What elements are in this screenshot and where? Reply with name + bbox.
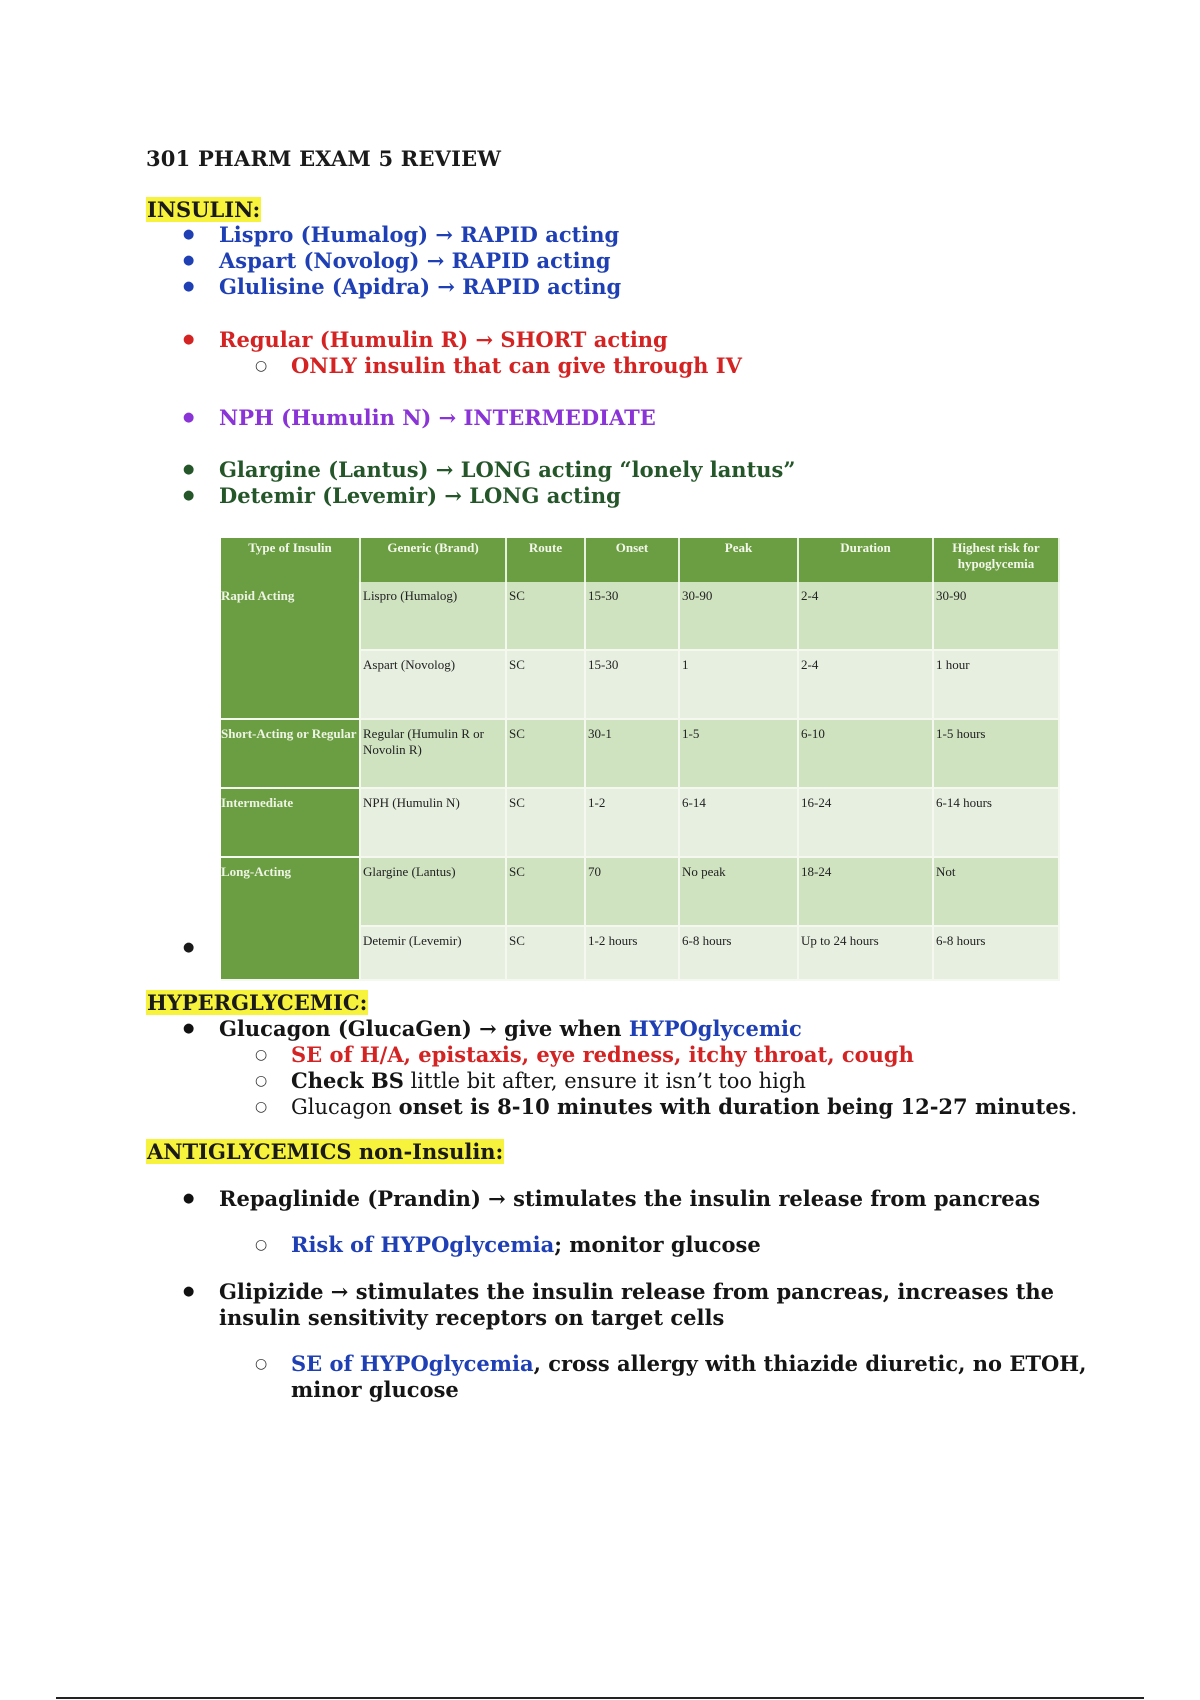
bullet-icon: ● <box>183 940 195 955</box>
table-cell: SC <box>506 719 585 788</box>
repaglinide-list <box>183 1186 1040 1258</box>
nph-insulin-list <box>183 405 656 431</box>
list-item: ● Glucagon (GlucaGen) → give when HYPOglycemic ○ SE of H/A, epistaxis, eye redness, itchy throat, cough ○ Check BS little bit after, ensure it isn’t too high ○ Glucagon onset is 8-10 minutes with duration being 12-27 minutes. <box>183 1016 1077 1120</box>
list-item: ● Glargine (Lantus) → LONG acting “lonely lantus” <box>183 457 795 483</box>
rapid-insulin-list <box>183 222 621 300</box>
table-cell: 1-5 hours <box>933 719 1059 788</box>
long-insulin-list <box>183 457 795 509</box>
antiglycemics-heading: ANTIGLYCEMICS non-Insulin: <box>147 1139 504 1164</box>
table-cell: 70 <box>585 857 679 926</box>
check-bs-note: ○ Check BS little bit after, ensure it isn’t too high <box>255 1068 1077 1094</box>
table-cell: SC <box>506 926 585 980</box>
table-cell: No peak <box>679 857 798 926</box>
hyperglycemic-heading: HYPERGLYCEMIC: <box>147 990 368 1015</box>
list-item: ● Lispro (Humalog) → RAPID acting <box>183 222 621 248</box>
table-cell: 15-30 <box>585 582 679 650</box>
table-cell: 6-10 <box>798 719 933 788</box>
table-header: Onset <box>585 538 679 582</box>
table-header: Type of Insulin <box>221 538 360 582</box>
onset-note: ○ Glucagon onset is 8-10 minutes with duration being 12-27 minutes. <box>255 1094 1077 1120</box>
list-item: ● Glipizide → stimulates the insulin release from pancreas, increases the insulin sensitivity receptors on target cells ○ SE of HYPOglycemia, cross allergy with thiazide diuretic, no ETOH, minor glucose <box>183 1279 1086 1403</box>
page-divider <box>56 1697 1144 1699</box>
list-item: ● Repaglinide (Prandin) → stimulates the insulin release from pancreas ○ Risk of HYPOglycemia; monitor glucose <box>183 1186 1040 1258</box>
table-cell: 1-5 <box>679 719 798 788</box>
type-cell: Short-Acting or Regular <box>221 719 360 788</box>
list-item: ● Regular (Humulin R) → SHORT acting ○ ONLY insulin that can give through IV <box>183 327 742 379</box>
table-cell: Detemir (Levemir) <box>360 926 506 980</box>
table-cell: 6-14 <box>679 788 798 857</box>
table-cell: 15-30 <box>585 650 679 719</box>
table-cell: 1-2 <box>585 788 679 857</box>
regular-insulin-list <box>183 327 742 379</box>
glipizide-note: ○ SE of HYPOglycemia, cross allergy with thiazide diuretic, no ETOH, minor glucose <box>255 1351 1086 1403</box>
table-header: Peak <box>679 538 798 582</box>
repaglinide-note: ○ Risk of HYPOglycemia; monitor glucose <box>255 1232 1040 1258</box>
table-row <box>221 582 1059 650</box>
table-row <box>221 857 1059 926</box>
table-cell: 1 <box>679 650 798 719</box>
insulin-heading: INSULIN: <box>147 197 261 222</box>
table-cell: Glargine (Lantus) <box>360 857 506 926</box>
table-cell: 30-1 <box>585 719 679 788</box>
page-title: 301 PHARM EXAM 5 REVIEW <box>146 146 502 171</box>
table-cell: 1-2 hours <box>585 926 679 980</box>
table-header-row <box>221 538 1059 582</box>
table-cell: 6-8 hours <box>933 926 1059 980</box>
type-cell: Rapid Acting <box>221 582 360 719</box>
table-header: Duration <box>798 538 933 582</box>
table-row <box>221 788 1059 857</box>
table-cell: Regular (Humulin R or Novolin R) <box>360 719 506 788</box>
hyperglycemic-list <box>183 1016 1077 1120</box>
table-cell: 6-14 hours <box>933 788 1059 857</box>
table-cell: Up to 24 hours <box>798 926 933 980</box>
table-cell: Not <box>933 857 1059 926</box>
list-item: ● NPH (Humulin N) → INTERMEDIATE <box>183 405 656 431</box>
table-cell: SC <box>506 650 585 719</box>
table-cell: NPH (Humulin N) <box>360 788 506 857</box>
list-item: ● Glulisine (Apidra) → RAPID acting <box>183 274 621 300</box>
list-item: ● Detemir (Levemir) → LONG acting <box>183 483 795 509</box>
table-cell: 1 hour <box>933 650 1059 719</box>
table-header: Generic (Brand) <box>360 538 506 582</box>
list-item: ● Aspart (Novolog) → RAPID acting <box>183 248 621 274</box>
table-row <box>221 719 1059 788</box>
table-cell: 30-90 <box>933 582 1059 650</box>
side-effects-note: ○ SE of H/A, epistaxis, eye redness, itchy throat, cough <box>255 1042 1077 1068</box>
glipizide-list <box>183 1279 1086 1403</box>
table-cell: 30-90 <box>679 582 798 650</box>
table-cell: Lispro (Humalog) <box>360 582 506 650</box>
table-header: Route <box>506 538 585 582</box>
type-cell: Long-Acting <box>221 857 360 980</box>
table-cell: 6-8 hours <box>679 926 798 980</box>
regular-note: ○ ONLY insulin that can give through IV <box>255 353 742 379</box>
table-header: Highest risk for hypoglycemia <box>933 538 1059 582</box>
table-cell: 2-4 <box>798 650 933 719</box>
insulin-table <box>221 538 1060 981</box>
type-cell: Intermediate <box>221 788 360 857</box>
table-cell: 16-24 <box>798 788 933 857</box>
table-cell: 2-4 <box>798 582 933 650</box>
table-cell: SC <box>506 788 585 857</box>
table-cell: 18-24 <box>798 857 933 926</box>
table-cell: SC <box>506 582 585 650</box>
table-cell: SC <box>506 857 585 926</box>
table-cell: Aspart (Novolog) <box>360 650 506 719</box>
